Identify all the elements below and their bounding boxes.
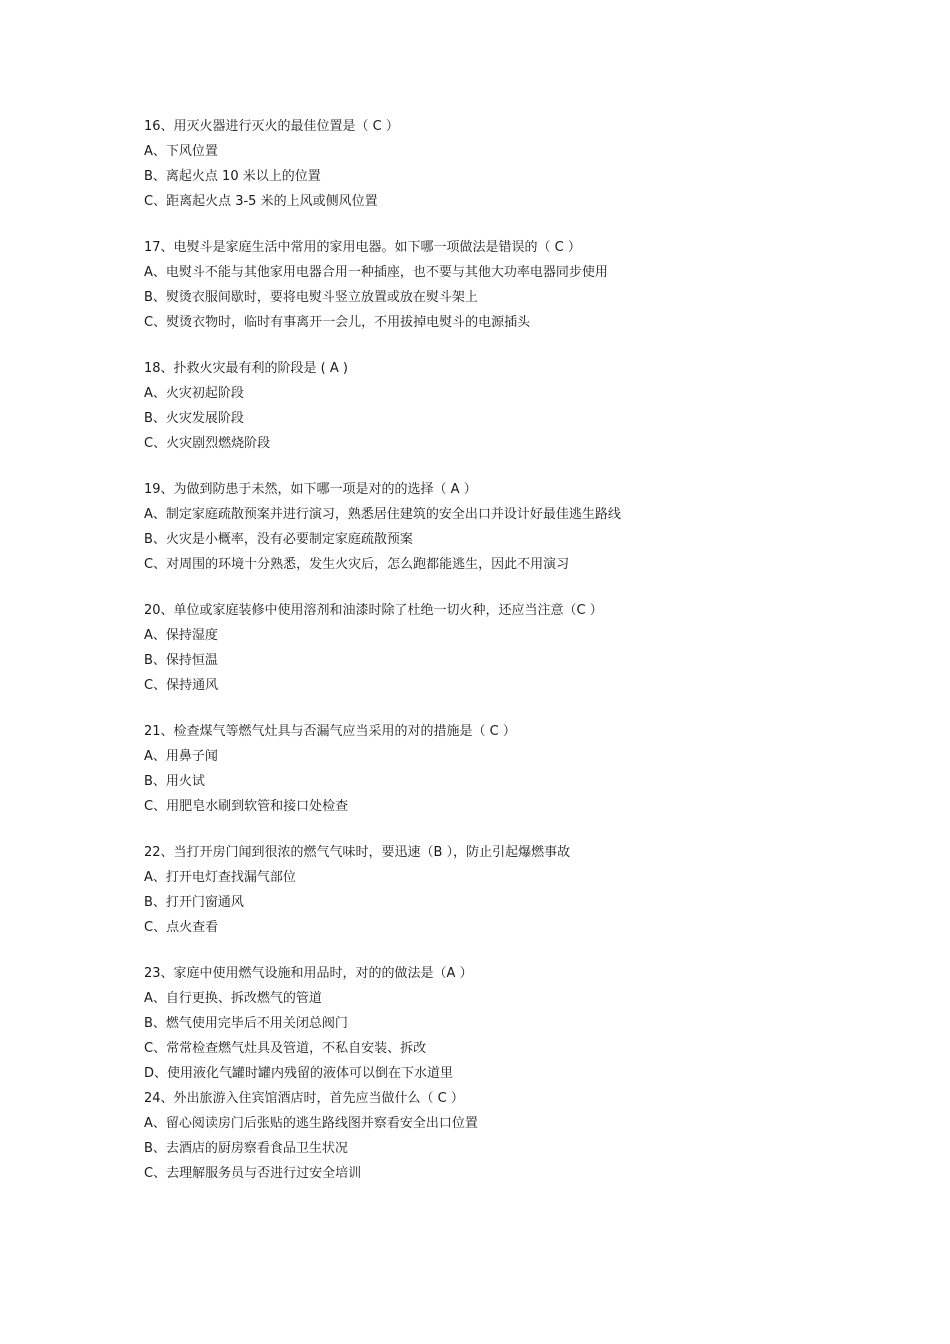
option-c: C、对周围的环境十分熟悉，发生火灾后，怎么跑都能逃生，因此不用演习 [144,557,570,572]
question-20 [144,598,844,698]
question-22 [144,840,844,940]
option-b: B、熨烫衣服间歇时，要将电熨斗竖立放置或放在熨斗架上 [144,290,478,305]
option-a: A、自行更换、拆改燃气的管道 [144,991,322,1006]
question-title: 24、外出旅游入住宾馆酒店时，首先应当做什么（ C ） [144,1091,464,1106]
option-c: C、常常检查燃气灶具及管道，不私自安装、拆改 [144,1041,427,1056]
document-page [144,114,844,1186]
option-c: C、去理解服务员与否进行过安全培训 [144,1166,362,1181]
option-b: B、离起火点 10 米以上的位置 [144,169,321,184]
question-title: 20、单位或家庭装修中使用溶剂和油漆时除了杜绝一切火种，还应当注意（C ） [144,603,603,618]
question-17 [144,235,844,335]
question-21 [144,719,844,819]
option-c: C、火灾剧烈燃烧阶段 [144,436,271,451]
question-title: 22、当打开房门闻到很浓的燃气气味时，要迅速（B ），防止引起爆燃事故 [144,845,571,860]
question-title: 21、检查煤气等燃气灶具与否漏气应当采用的对的措施是（ C ） [144,724,516,739]
option-a: A、用鼻子闻 [144,749,218,764]
option-a: A、下风位置 [144,144,218,159]
option-b: B、去酒店的厨房察看食品卫生状况 [144,1141,348,1156]
option-b: B、打开门窗通风 [144,895,244,910]
question-title: 23、家庭中使用燃气设施和用品时，对的的做法是（A ） [144,966,473,981]
option-a: A、电熨斗不能与其他家用电器合用一种插座，也不要与其他大功率电器同步使用 [144,265,608,280]
option-a: A、保持湿度 [144,628,218,643]
option-a: A、火灾初起阶段 [144,386,244,401]
option-c: C、保持通风 [144,678,219,693]
option-b: B、燃气使用完毕后不用关闭总阀门 [144,1016,348,1031]
question-title: 19、为做到防患于未然，如下哪一项是对的的选择（ A ） [144,482,477,497]
option-c: C、点火查看 [144,920,219,935]
question-24 [144,1086,844,1186]
question-title: 16、用灭火器进行灭火的最佳位置是（ C ） [144,119,399,134]
option-c: C、用肥皂水刷到软管和接口处检查 [144,799,349,814]
option-c: C、距离起火点 3-5 米的上风或侧风位置 [144,194,378,209]
option-b: B、用火试 [144,774,205,789]
question-16 [144,114,844,214]
option-b: B、火灾发展阶段 [144,411,244,426]
option-a: A、制定家庭疏散预案并进行演习，熟悉居住建筑的安全出口并设计好最佳逃生路线 [144,507,621,522]
option-b: B、保持恒温 [144,653,218,668]
question-18 [144,356,844,456]
option-c: C、熨烫衣物时，临时有事离开一会儿，不用拔掉电熨斗的电源插头 [144,315,531,330]
question-19 [144,477,844,577]
option-a: A、打开电灯查找漏气部位 [144,870,296,885]
question-title: 18、扑救火灾最有利的阶段是 ( A ) [144,361,348,376]
option-a: A、留心阅读房门后张贴的逃生路线图并察看安全出口位置 [144,1116,478,1131]
question-title: 17、电熨斗是家庭生活中常用的家用电器。如下哪一项做法是错误的（ C ） [144,240,581,255]
question-23 [144,961,844,1086]
option-b: B、火灾是小概率，没有必要制定家庭疏散预案 [144,532,413,547]
option-d: D、使用液化气罐时罐内残留的液体可以倒在下水道里 [144,1066,454,1081]
